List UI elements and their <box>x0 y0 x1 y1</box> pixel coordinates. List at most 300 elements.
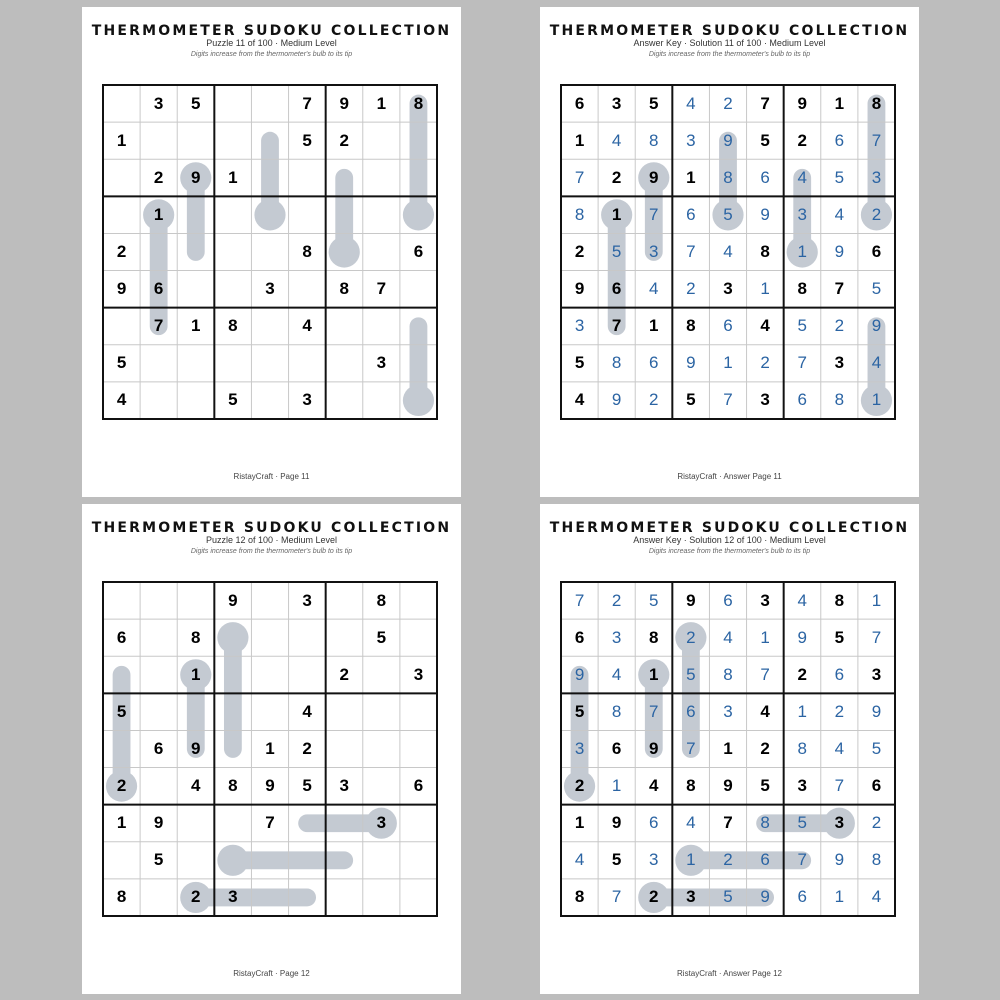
sudoku-cell: 4 <box>611 664 622 684</box>
sudoku-cell: 2 <box>611 590 622 610</box>
sudoku-cell: 1 <box>153 204 164 224</box>
sudoku-cell: 9 <box>797 627 807 647</box>
sudoku-cell: 4 <box>723 627 733 647</box>
sudoku-cell <box>214 805 251 842</box>
sudoku-cell <box>251 656 288 693</box>
sudoku-cell: 1 <box>723 738 733 758</box>
sudoku-cell: 2 <box>116 776 127 796</box>
sudoku-cell: 2 <box>871 813 882 833</box>
sudoku-cell: 6 <box>871 776 882 796</box>
page-subtitle: Puzzle 11 of 100 · Medium Level <box>206 38 337 48</box>
sudoku-cell: 1 <box>686 167 696 187</box>
sudoku-cell <box>289 345 326 382</box>
sudoku-cell: 2 <box>723 93 733 113</box>
sudoku-cell <box>326 879 363 916</box>
sudoku-cell: 5 <box>116 701 127 721</box>
sudoku-cell: 4 <box>797 167 807 187</box>
sudoku-cell <box>140 345 177 382</box>
sudoku-cell: 9 <box>871 316 882 336</box>
sudoku-cell <box>363 879 400 916</box>
sudoku-cell <box>289 879 326 916</box>
digit-layer <box>561 85 895 419</box>
sudoku-cell: 3 <box>649 850 659 870</box>
sudoku-cell: 2 <box>611 167 622 187</box>
sudoku-cell <box>289 619 326 656</box>
sudoku-cell: 6 <box>834 130 845 150</box>
sudoku-cell <box>177 842 214 879</box>
sudoku-cell: 9 <box>723 776 733 796</box>
sudoku-cell <box>140 233 177 270</box>
sudoku-cell <box>177 196 214 233</box>
sudoku-cell: 8 <box>723 167 733 187</box>
sudoku-cell: 8 <box>686 776 696 796</box>
sudoku-cell: 8 <box>413 93 424 113</box>
sudoku-cell: 8 <box>191 627 201 647</box>
sudoku-cell: 7 <box>611 887 622 907</box>
sudoku-cell: 8 <box>611 353 622 373</box>
sudoku-cell: 3 <box>797 776 807 796</box>
sudoku-cell: 7 <box>723 390 733 410</box>
sudoku-cell: 8 <box>649 627 659 647</box>
sudoku-cell: 9 <box>760 887 770 907</box>
sudoku-cell <box>177 271 214 308</box>
sudoku-cell: 7 <box>797 850 807 870</box>
sudoku-cell: 3 <box>265 279 275 299</box>
sudoku-cell: 5 <box>228 390 238 410</box>
sudoku-cell <box>214 196 251 233</box>
sudoku-cell <box>363 196 400 233</box>
sudoku-cell: 2 <box>574 241 585 261</box>
sudoku-cell: 9 <box>574 279 585 299</box>
sudoku-cell: 6 <box>413 241 424 261</box>
sudoku-cell: 9 <box>834 241 845 261</box>
sudoku-cell: 8 <box>834 390 845 410</box>
sudoku-cell <box>251 879 288 916</box>
sudoku-cell <box>400 159 437 196</box>
sudoku-cell: 4 <box>649 279 659 299</box>
sudoku-cell: 3 <box>649 241 659 261</box>
sudoku-cell: 5 <box>116 353 127 373</box>
sudoku-cell: 1 <box>649 316 659 336</box>
sudoku-cell <box>177 382 214 419</box>
sudoku-cell: 8 <box>686 316 696 336</box>
sudoku-cell: 6 <box>153 738 164 758</box>
rule-note: Digits increase from the thermometer's bulb to its tip <box>190 51 353 58</box>
sudoku-cell: 1 <box>723 353 733 373</box>
sudoku-cell: 5 <box>871 279 882 299</box>
sudoku-grid <box>103 85 437 419</box>
sudoku-cell: 3 <box>574 738 585 758</box>
sudoku-cell: 2 <box>339 664 349 684</box>
sudoku-cell: 8 <box>723 664 733 684</box>
sudoku-cell: 1 <box>574 130 585 150</box>
sudoku-cell <box>140 656 177 693</box>
sudoku-cell: 6 <box>871 241 882 261</box>
sudoku-cell: 7 <box>649 701 659 721</box>
sudoku-cell: 2 <box>649 887 659 907</box>
sudoku-cell: 9 <box>339 93 349 113</box>
sudoku-cell: 4 <box>834 204 845 224</box>
sudoku-cell <box>363 308 400 345</box>
sudoku-cell: 7 <box>649 204 659 224</box>
page-footer: RistayCraft · Page 11 <box>233 472 310 481</box>
sudoku-cell <box>326 233 363 270</box>
sudoku-cell: 5 <box>649 93 659 113</box>
sudoku-cell: 5 <box>760 130 770 150</box>
sudoku-cell: 9 <box>191 738 201 758</box>
sudoku-cell: 7 <box>834 776 845 796</box>
sudoku-cell: 1 <box>871 390 882 410</box>
sudoku-cell: 3 <box>797 204 807 224</box>
sudoku-cell: 9 <box>649 738 659 758</box>
sudoku-grid <box>561 582 895 916</box>
sudoku-cell <box>177 693 214 730</box>
sudoku-cell <box>400 730 437 767</box>
sudoku-cell: 5 <box>191 93 201 113</box>
sudoku-cell: 7 <box>797 353 807 373</box>
sudoku-cell: 2 <box>760 738 770 758</box>
sudoku-cell: 8 <box>228 776 238 796</box>
sudoku-cell: 9 <box>649 167 659 187</box>
page-title: THERMOMETER SUDOKU COLLECTION <box>549 520 910 536</box>
sudoku-cell <box>326 345 363 382</box>
answer-page-11 <box>540 7 919 497</box>
sudoku-cell <box>214 271 251 308</box>
sudoku-cell <box>177 345 214 382</box>
sudoku-cell <box>251 159 288 196</box>
sudoku-cell: 9 <box>834 850 845 870</box>
sudoku-cell <box>177 233 214 270</box>
sudoku-cell: 5 <box>611 241 622 261</box>
sudoku-cell: 2 <box>649 390 659 410</box>
digit-layer <box>561 582 895 916</box>
sudoku-cell: 3 <box>376 813 387 833</box>
sudoku-cell <box>400 879 437 916</box>
sudoku-cell: 8 <box>834 590 845 610</box>
sudoku-cell: 5 <box>686 664 696 684</box>
sudoku-cell: 6 <box>574 93 585 113</box>
sudoku-cell: 1 <box>760 279 770 299</box>
sudoku-cell <box>103 85 140 122</box>
sudoku-cell <box>363 842 400 879</box>
sudoku-cell: 1 <box>265 738 275 758</box>
sudoku-cell <box>214 85 251 122</box>
sudoku-cell <box>214 122 251 159</box>
sudoku-cell: 6 <box>413 776 424 796</box>
sudoku-cell: 3 <box>834 353 845 373</box>
sudoku-cell: 9 <box>723 130 733 150</box>
sudoku-cell <box>400 382 437 419</box>
sudoku-cell: 4 <box>574 390 585 410</box>
sudoku-cell: 8 <box>871 850 882 870</box>
sudoku-cell: 8 <box>760 241 770 261</box>
sudoku-cell: 3 <box>834 813 845 833</box>
sudoku-cell <box>251 382 288 419</box>
sudoku-cell: 3 <box>339 776 349 796</box>
sudoku-cell <box>140 619 177 656</box>
sudoku-cell <box>251 345 288 382</box>
sudoku-cell: 3 <box>302 590 312 610</box>
page-subtitle: Answer Key · Solution 11 of 100 · Medium Level <box>633 38 826 48</box>
sudoku-cell: 4 <box>302 701 312 721</box>
sudoku-cell: 7 <box>686 738 696 758</box>
sudoku-cell: 1 <box>228 167 238 187</box>
sudoku-cell: 5 <box>871 738 882 758</box>
sudoku-cell: 2 <box>574 776 585 796</box>
sudoku-cell: 9 <box>153 813 164 833</box>
sudoku-cell <box>251 122 288 159</box>
sudoku-cell: 9 <box>228 590 238 610</box>
sudoku-cell: 7 <box>723 813 733 833</box>
sudoku-cell: 3 <box>871 167 882 187</box>
answer-page-12 <box>540 504 919 994</box>
sudoku-cell: 4 <box>611 130 622 150</box>
sudoku-cell: 4 <box>871 353 882 373</box>
sudoku-cell: 6 <box>153 279 164 299</box>
sudoku-cell <box>214 693 251 730</box>
sudoku-cell <box>400 345 437 382</box>
sudoku-cell <box>363 768 400 805</box>
sudoku-cell: 8 <box>797 738 807 758</box>
sudoku-cell <box>214 730 251 767</box>
sudoku-cell: 4 <box>686 93 696 113</box>
sudoku-cell <box>400 308 437 345</box>
sudoku-cell: 3 <box>153 93 164 113</box>
sudoku-cell: 7 <box>686 241 696 261</box>
sudoku-cell: 8 <box>797 279 807 299</box>
sudoku-cell <box>251 842 288 879</box>
sudoku-cell: 4 <box>834 738 845 758</box>
sudoku-cell <box>251 85 288 122</box>
digit-layer <box>103 85 437 419</box>
sudoku-cell: 4 <box>871 887 882 907</box>
sudoku-cell: 5 <box>649 590 659 610</box>
sudoku-grid <box>561 85 895 419</box>
sudoku-cell <box>363 122 400 159</box>
sudoku-cell <box>289 656 326 693</box>
sudoku-cell: 5 <box>760 776 770 796</box>
page-subtitle: Puzzle 12 of 100 · Medium Level <box>205 535 338 545</box>
sudoku-cell <box>214 656 251 693</box>
sudoku-cell: 9 <box>191 167 201 187</box>
sudoku-cell <box>140 382 177 419</box>
sudoku-cell: 5 <box>611 850 622 870</box>
sudoku-cell <box>400 582 437 619</box>
sudoku-cell <box>140 693 177 730</box>
sudoku-cell <box>289 805 326 842</box>
sudoku-cell: 2 <box>834 701 845 721</box>
sudoku-cell: 7 <box>760 664 770 684</box>
sudoku-cell: 7 <box>376 279 387 299</box>
sudoku-cell: 6 <box>649 353 659 373</box>
sudoku-cell: 5 <box>723 887 733 907</box>
sudoku-cell: 3 <box>376 353 387 373</box>
sudoku-cell: 9 <box>797 93 807 113</box>
sudoku-cell: 2 <box>871 204 882 224</box>
sudoku-cell: 3 <box>760 390 770 410</box>
sudoku-cell: 2 <box>153 167 164 187</box>
sudoku-cell: 3 <box>302 390 312 410</box>
sudoku-cell <box>289 159 326 196</box>
sudoku-cell: 4 <box>574 850 585 870</box>
sudoku-cell <box>326 805 363 842</box>
sudoku-cell: 1 <box>649 664 659 684</box>
sudoku-cell <box>251 619 288 656</box>
sudoku-cell: 3 <box>611 627 622 647</box>
sudoku-cell: 9 <box>574 664 585 684</box>
sudoku-cell: 1 <box>834 887 845 907</box>
sudoku-cell: 2 <box>302 738 312 758</box>
sudoku-cell: 3 <box>574 316 585 336</box>
sudoku-cell: 5 <box>376 627 387 647</box>
sudoku-cell: 5 <box>686 390 696 410</box>
sudoku-cell: 8 <box>760 813 770 833</box>
sudoku-cell: 3 <box>611 93 622 113</box>
sudoku-cell <box>326 382 363 419</box>
sudoku-cell: 6 <box>686 701 696 721</box>
sudoku-cell: 2 <box>686 279 696 299</box>
sudoku-cell: 9 <box>686 590 696 610</box>
sudoku-cell <box>326 619 363 656</box>
sudoku-cell: 4 <box>116 390 127 410</box>
sudoku-cell: 8 <box>574 887 585 907</box>
sudoku-cell <box>177 582 214 619</box>
sudoku-cell <box>363 656 400 693</box>
sudoku-cell: 6 <box>760 850 770 870</box>
sudoku-cell: 8 <box>116 887 127 907</box>
page-footer: RistayCraft · Answer Page 12 <box>677 969 782 978</box>
sudoku-cell: 1 <box>611 776 622 796</box>
sudoku-cell: 7 <box>760 93 770 113</box>
sudoku-cell: 5 <box>302 776 312 796</box>
sudoku-cell: 4 <box>649 776 659 796</box>
sudoku-cell: 1 <box>191 664 201 684</box>
sudoku-cell: 4 <box>302 316 312 336</box>
sudoku-cell: 3 <box>871 664 882 684</box>
sudoku-cell <box>103 582 140 619</box>
rule-note: Digits increase from the thermometer's bulb to its tip <box>648 51 811 58</box>
sudoku-cell: 1 <box>871 590 882 610</box>
sudoku-cell: 1 <box>191 316 201 336</box>
rule-note: Digits increase from the thermometer's bulb to its tip <box>190 548 353 555</box>
sudoku-cell: 4 <box>760 701 770 721</box>
sudoku-cell <box>103 159 140 196</box>
sudoku-cell: 5 <box>302 130 312 150</box>
sudoku-cell <box>251 582 288 619</box>
sudoku-cell: 3 <box>686 887 696 907</box>
sudoku-cell: 9 <box>611 390 622 410</box>
sudoku-cell: 6 <box>723 590 733 610</box>
sudoku-cell: 7 <box>611 316 622 336</box>
sudoku-cell: 1 <box>760 627 770 647</box>
sudoku-cell <box>363 159 400 196</box>
puzzle-page-11 <box>82 7 461 497</box>
sudoku-cell: 7 <box>871 130 882 150</box>
sudoku-cell <box>214 842 251 879</box>
sudoku-cell <box>140 122 177 159</box>
sudoku-cell: 5 <box>834 167 845 187</box>
sudoku-cell: 8 <box>339 279 349 299</box>
sudoku-cell: 4 <box>723 241 733 261</box>
sudoku-cell: 6 <box>686 204 696 224</box>
sudoku-cell: 1 <box>834 93 845 113</box>
sudoku-cell: 5 <box>797 813 807 833</box>
sudoku-cell <box>140 768 177 805</box>
sudoku-cell <box>400 196 437 233</box>
sudoku-cell: 3 <box>760 590 770 610</box>
sudoku-cell <box>326 308 363 345</box>
sudoku-cell: 5 <box>153 850 164 870</box>
sudoku-cell: 6 <box>574 627 585 647</box>
sudoku-cell: 5 <box>834 627 845 647</box>
sudoku-cell <box>400 271 437 308</box>
sudoku-cell <box>289 271 326 308</box>
sudoku-cell <box>103 656 140 693</box>
page-title: THERMOMETER SUDOKU COLLECTION <box>549 23 910 39</box>
sudoku-cell: 4 <box>760 316 770 336</box>
sudoku-cell: 9 <box>116 279 127 299</box>
sudoku-cell: 4 <box>686 813 696 833</box>
sudoku-cell: 8 <box>574 204 585 224</box>
sudoku-cell: 7 <box>574 167 585 187</box>
sudoku-cell: 2 <box>191 887 201 907</box>
sudoku-cell: 1 <box>116 130 127 150</box>
sudoku-cell <box>251 693 288 730</box>
sudoku-cell <box>103 196 140 233</box>
sudoku-cell: 6 <box>611 279 622 299</box>
sudoku-cell: 8 <box>228 316 238 336</box>
sudoku-cell <box>400 842 437 879</box>
sudoku-cell: 8 <box>649 130 659 150</box>
sudoku-cell: 2 <box>686 627 696 647</box>
sudoku-cell <box>103 730 140 767</box>
sudoku-cell <box>177 805 214 842</box>
sudoku-cell: 9 <box>871 701 882 721</box>
sudoku-cell: 2 <box>797 130 807 150</box>
sudoku-cell: 3 <box>723 701 733 721</box>
page-subtitle: Answer Key · Solution 12 of 100 · Medium Level <box>633 535 826 545</box>
sudoku-grid <box>103 582 437 916</box>
page-footer: RistayCraft · Page 12 <box>233 969 310 978</box>
sudoku-cell <box>326 196 363 233</box>
sudoku-cell <box>363 693 400 730</box>
sudoku-cell <box>177 122 214 159</box>
sudoku-cell <box>400 805 437 842</box>
sudoku-cell: 6 <box>760 167 770 187</box>
sudoku-cell: 8 <box>611 701 622 721</box>
sudoku-cell: 6 <box>834 664 845 684</box>
sudoku-cell: 3 <box>228 887 238 907</box>
sudoku-cell: 5 <box>574 353 585 373</box>
sudoku-cell <box>400 619 437 656</box>
page-footer: RistayCraft · Answer Page 11 <box>677 472 782 481</box>
sudoku-cell: 9 <box>686 353 696 373</box>
rule-note: Digits increase from the thermometer's bulb to its tip <box>648 548 811 555</box>
sudoku-cell: 9 <box>265 776 275 796</box>
sudoku-cell: 7 <box>265 813 275 833</box>
sudoku-cell: 3 <box>723 279 733 299</box>
sudoku-cell <box>400 693 437 730</box>
sudoku-cell: 9 <box>611 813 622 833</box>
sudoku-cell <box>363 233 400 270</box>
page-title: THERMOMETER SUDOKU COLLECTION <box>91 520 452 536</box>
sudoku-cell <box>363 730 400 767</box>
sudoku-cell <box>326 159 363 196</box>
sudoku-cell: 7 <box>302 93 312 113</box>
sudoku-cell: 1 <box>686 850 696 870</box>
sudoku-cell: 3 <box>413 664 424 684</box>
sudoku-cell: 6 <box>797 887 807 907</box>
